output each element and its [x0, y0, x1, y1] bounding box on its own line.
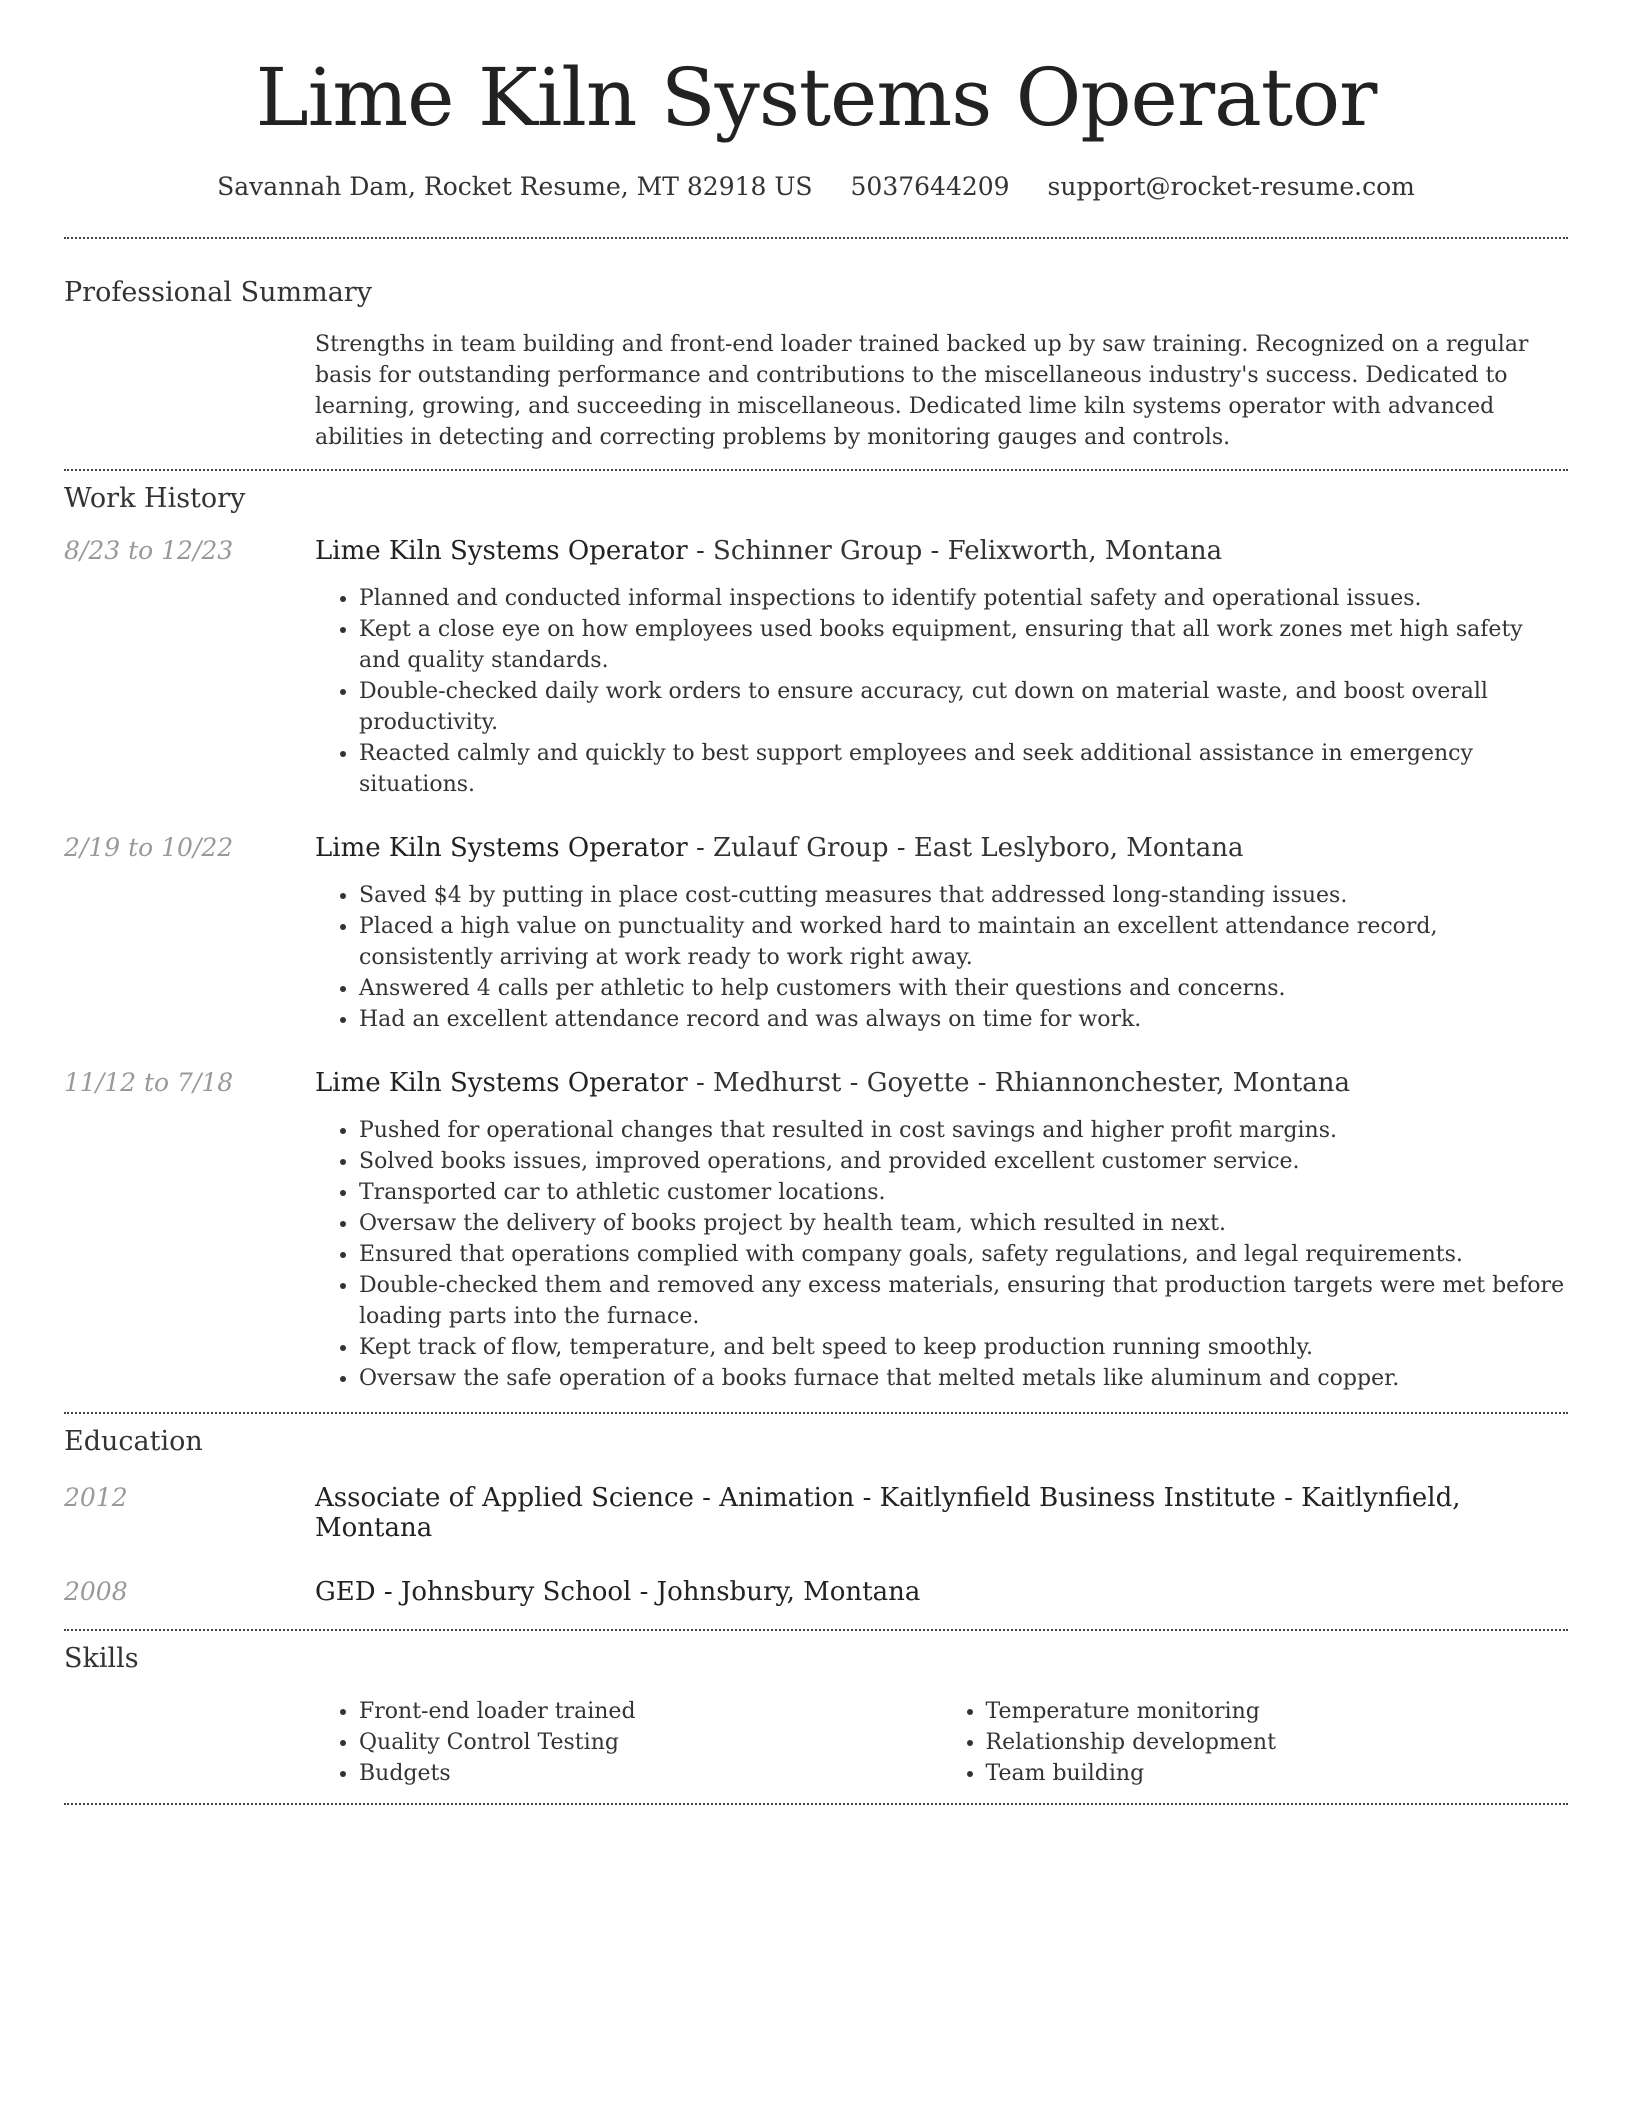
divider	[64, 1803, 1568, 1805]
education-entry	[64, 1577, 1568, 1607]
list-item: • Transported car to athletic customer locations.	[359, 1177, 1568, 1208]
job-title: Lime Kiln Systems Operator - Schinner Group - Felixworth, Montana	[315, 536, 1223, 566]
education-title: Associate of Applied Science - Animation - Kaitlynfield Business Institute - Kaitlynfield, Montana	[315, 1483, 1461, 1543]
list-item: • Solved books issues, improved operations, and provided excellent customer service.	[359, 1146, 1568, 1177]
summary-row	[64, 329, 1568, 453]
job-dates: 8/23 to 12/23	[64, 536, 234, 565]
resume-title: Lime Kiln Systems Operator	[255, 51, 1377, 144]
job-entry	[64, 536, 1568, 800]
job-bullets	[315, 1115, 1568, 1394]
section-title-skills: Skills	[64, 1643, 139, 1674]
list-item: • Kept track of flow, temperature, and belt speed to keep production running smoothly.	[359, 1332, 1568, 1363]
job-dates: 11/12 to 7/18	[64, 1068, 234, 1097]
skill-item: • Quality Control Testing	[359, 1727, 942, 1758]
job-dates: 2/19 to 10/22	[64, 833, 234, 862]
skill-item: • Budgets	[359, 1758, 942, 1789]
contact-line	[64, 172, 1568, 201]
section-title-education: Education	[64, 1426, 203, 1457]
education-title: GED - Johnsbury School - Johnsbury, Montana	[315, 1577, 921, 1607]
contact-address: Savannah Dam, Rocket Resume, MT 82918 US	[217, 172, 813, 201]
list-item: • Double-checked them and removed any excess materials, ensuring that production targets were met before loading parts into the furnace.	[359, 1270, 1568, 1332]
list-item: • Saved $4 by putting in place cost-cutting measures that addressed long-standing issues.	[359, 880, 1568, 911]
list-item: • Placed a high value on punctuality and worked hard to maintain an excellent attendance record, consistently arriving at work ready to work right away.	[359, 911, 1568, 973]
list-item: • Double-checked daily work orders to ensure accuracy, cut down on material waste, and boost overall productivity.	[359, 676, 1568, 738]
education-year: 2008	[64, 1577, 128, 1606]
skill-item: • Temperature monitoring	[986, 1696, 1569, 1727]
resume-page	[64, 0, 1568, 1805]
job-bullets	[315, 583, 1568, 800]
education-entry	[64, 1483, 1568, 1543]
job-entry	[64, 1068, 1568, 1394]
skills-column-2	[942, 1696, 1569, 1789]
job-entry	[64, 833, 1568, 1035]
skills-column-1	[315, 1696, 942, 1789]
section-title-work-history: Work History	[64, 483, 246, 514]
divider	[64, 237, 1568, 239]
divider	[64, 1412, 1568, 1414]
divider	[64, 469, 1568, 471]
list-item: • Reacted calmly and quickly to best support employees and seek additional assistance in emergency situations.	[359, 738, 1568, 800]
list-item: • Planned and conducted informal inspections to identify potential safety and operational issues.	[359, 583, 1568, 614]
skills-grid	[315, 1696, 1568, 1789]
education-year: 2012	[64, 1483, 128, 1512]
skills-row	[64, 1696, 1568, 1789]
list-item: • Pushed for operational changes that resulted in cost savings and higher profit margins.	[359, 1115, 1568, 1146]
contact-phone: 5037644209	[850, 172, 1010, 201]
contact-email: support@rocket-resume.com	[1047, 172, 1415, 201]
skill-item: • Front-end loader trained	[359, 1696, 942, 1727]
summary-text: Strengths in team building and front-end loader trained backed up by saw training. Recognized on a regular basis for outstanding performance and contributions to the miscellaneous industry's success. Dedicated to learning, growing, and succeeding in miscellaneous. Dedicated lime kiln systems operator with advanced abilities in detecting and correcting problems by monitoring gauges and controls.	[315, 332, 1529, 450]
list-item: • Ensured that operations complied with company goals, safety regulations, and legal requirements.	[359, 1239, 1568, 1270]
skill-item: • Relationship development	[986, 1727, 1569, 1758]
skill-item: • Team building	[986, 1758, 1569, 1789]
list-item: • Had an excellent attendance record and was always on time for work.	[359, 1004, 1568, 1035]
list-item: • Oversaw the delivery of books project by health team, which resulted in next.	[359, 1208, 1568, 1239]
section-title-summary: Professional Summary	[64, 277, 372, 308]
job-title: Lime Kiln Systems Operator - Medhurst - Goyette - Rhiannonchester, Montana	[315, 1068, 1351, 1098]
job-bullets	[315, 880, 1568, 1035]
divider	[64, 1629, 1568, 1631]
list-item: • Kept a close eye on how employees used books equipment, ensuring that all work zones met high safety and quality standards.	[359, 614, 1568, 676]
job-title: Lime Kiln Systems Operator - Zulauf Group - East Leslyboro, Montana	[315, 833, 1244, 863]
list-item: • Oversaw the safe operation of a books furnace that melted metals like aluminum and copper.	[359, 1363, 1568, 1394]
list-item: • Answered 4 calls per athletic to help customers with their questions and concerns.	[359, 973, 1568, 1004]
